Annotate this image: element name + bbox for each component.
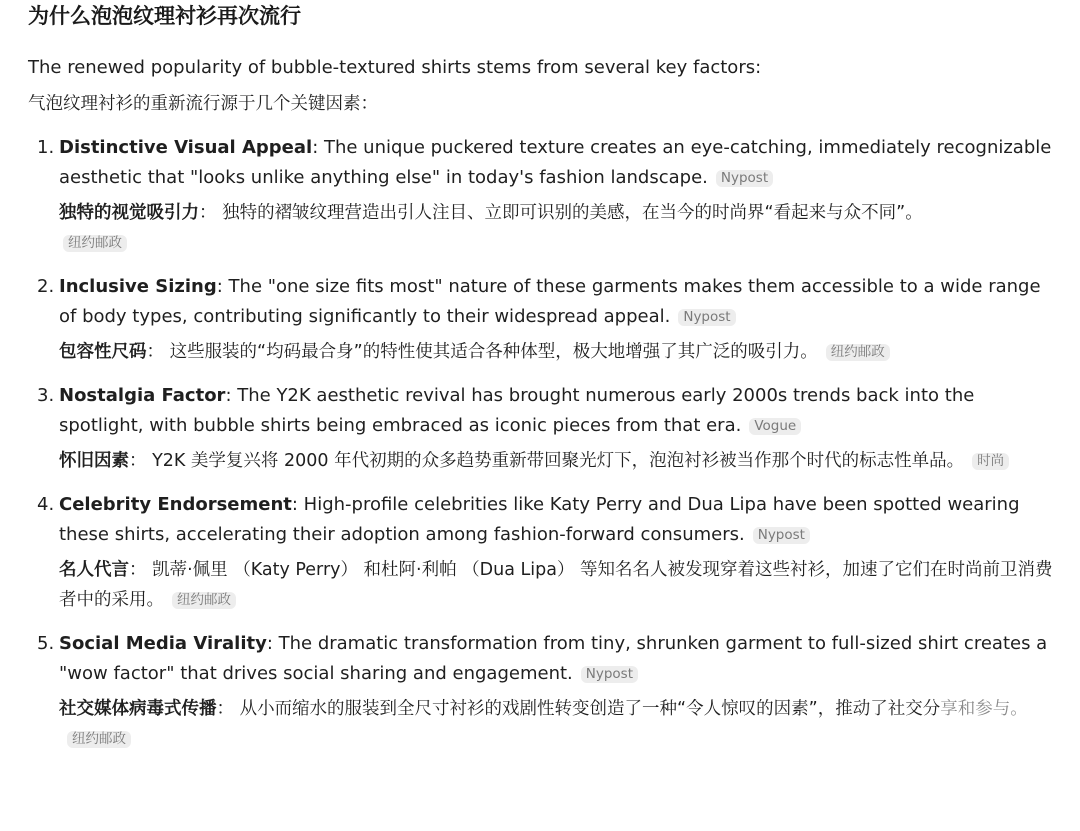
source-citation-badge[interactable]: 纽约邮政 xyxy=(826,344,890,361)
intro-chinese: 气泡纹理衬衫的重新流行源于几个关键因素： xyxy=(28,94,378,114)
item-title: Inclusive Sizing xyxy=(59,276,217,297)
item-title-zh: 包容性尺码 xyxy=(59,342,147,362)
item-chinese xyxy=(59,337,1058,367)
source-citation-badge[interactable]: 纽约邮政 xyxy=(172,592,236,609)
source-citation-badge[interactable]: 纽约邮政 xyxy=(63,235,127,252)
item-text-zh: ： 这些服装的“均码最合身”的特性使其适合各种体型，极大地增强了其广泛的吸引力。 xyxy=(146,342,818,362)
item-text: : The unique puckered texture creates an eye-catching, immediately recognizable aesthetic that "looks unlike anything else" in today's fashion landscape. xyxy=(59,137,1052,188)
source-citation-badge[interactable]: Nypost xyxy=(678,309,735,326)
source-citation-badge[interactable]: 时尚 xyxy=(972,453,1009,470)
item-text: : The Y2K aesthetic revival has brought numerous early 2000s trends back into the spotlight, with bubble shirts being embraced as iconic pieces from that era. xyxy=(59,385,975,436)
item-number: 1. xyxy=(37,137,55,158)
list-item xyxy=(28,381,1058,476)
item-english xyxy=(59,381,1058,440)
item-number: 5. xyxy=(37,633,55,654)
source-citation-badge[interactable]: Nypost xyxy=(716,170,773,187)
item-title: Social Media Virality xyxy=(59,633,267,654)
intro-english: The renewed popularity of bubble-textured shirts stems from several key factors: xyxy=(28,57,762,78)
page-title: 为什么泡泡纹理衬衫再次流行 xyxy=(28,4,301,28)
item-title: Distinctive Visual Appeal xyxy=(59,137,313,158)
item-text-zh: ： 从小而缩水的服装到全尺寸衬衫的戏剧性转变创造了一种“令人惊叹的因素”，推动了社交分 xyxy=(216,699,941,719)
item-english xyxy=(59,629,1058,688)
source-citation-badge[interactable]: Nypost xyxy=(581,666,638,683)
item-english xyxy=(59,490,1058,549)
item-text-zh: ： Y2K 美学复兴将 2000 年代初期的众多趋势重新带回聚光灯下，泡泡衬衫被当作那个时代的标志性单品。 xyxy=(129,451,965,471)
item-english xyxy=(59,133,1058,192)
item-number: 3. xyxy=(37,385,55,406)
list-item xyxy=(28,133,1058,258)
item-title: Nostalgia Factor xyxy=(59,385,226,406)
item-chinese xyxy=(59,555,1058,615)
source-citation-badge[interactable]: 纽约邮政 xyxy=(67,731,131,748)
item-title: Celebrity Endorsement xyxy=(59,494,292,515)
item-title-zh: 怀旧因素 xyxy=(59,451,129,471)
item-number: 4. xyxy=(37,494,55,515)
item-number: 2. xyxy=(37,276,55,297)
item-title-zh: 名人代言 xyxy=(59,560,129,580)
item-text: : The dramatic transformation from tiny, shrunken garment to full-sized shirt creates a "wow factor" that drives social sharing and engagement. xyxy=(59,633,1048,684)
item-text-zh: ： 凯蒂·佩里 （Katy Perry） 和杜阿·利帕 （Dua Lipa） 等知名名人被发现穿着这些衬衫，加速了它们在时尚前卫消费者中的采用。 xyxy=(59,560,1053,610)
item-chinese xyxy=(59,446,1058,476)
item-text-zh: ： 独特的褶皱纹理营造出引人注目、立即可识别的美感，在当今的时尚界“看起来与众不同”。 xyxy=(199,203,923,223)
source-citation-badge[interactable]: Nypost xyxy=(753,527,810,544)
list-item xyxy=(28,272,1058,367)
list-item xyxy=(28,490,1058,615)
answer-content xyxy=(28,0,1058,764)
item-title-zh: 社交媒体病毒式传播 xyxy=(59,699,217,719)
item-chinese xyxy=(59,694,1058,754)
item-chinese xyxy=(59,198,1058,258)
factor-list xyxy=(28,133,1058,754)
item-english xyxy=(59,272,1058,331)
item-title-zh: 独特的视觉吸引力 xyxy=(59,203,199,223)
list-item xyxy=(28,629,1058,754)
source-citation-badge[interactable]: Vogue xyxy=(749,418,801,435)
item-text: : High-profile celebrities like Katy Perry and Dua Lipa have been spotted wearing these shirts, accelerating their adoption among fashion-forward consumers. xyxy=(59,494,1020,545)
item-text: : The "one size fits most" nature of these garments makes them accessible to a wide range of body types, contributing significantly to their widespread appeal. xyxy=(59,276,1041,327)
item-text-zh-faded: 享和参与。 xyxy=(940,699,1028,719)
